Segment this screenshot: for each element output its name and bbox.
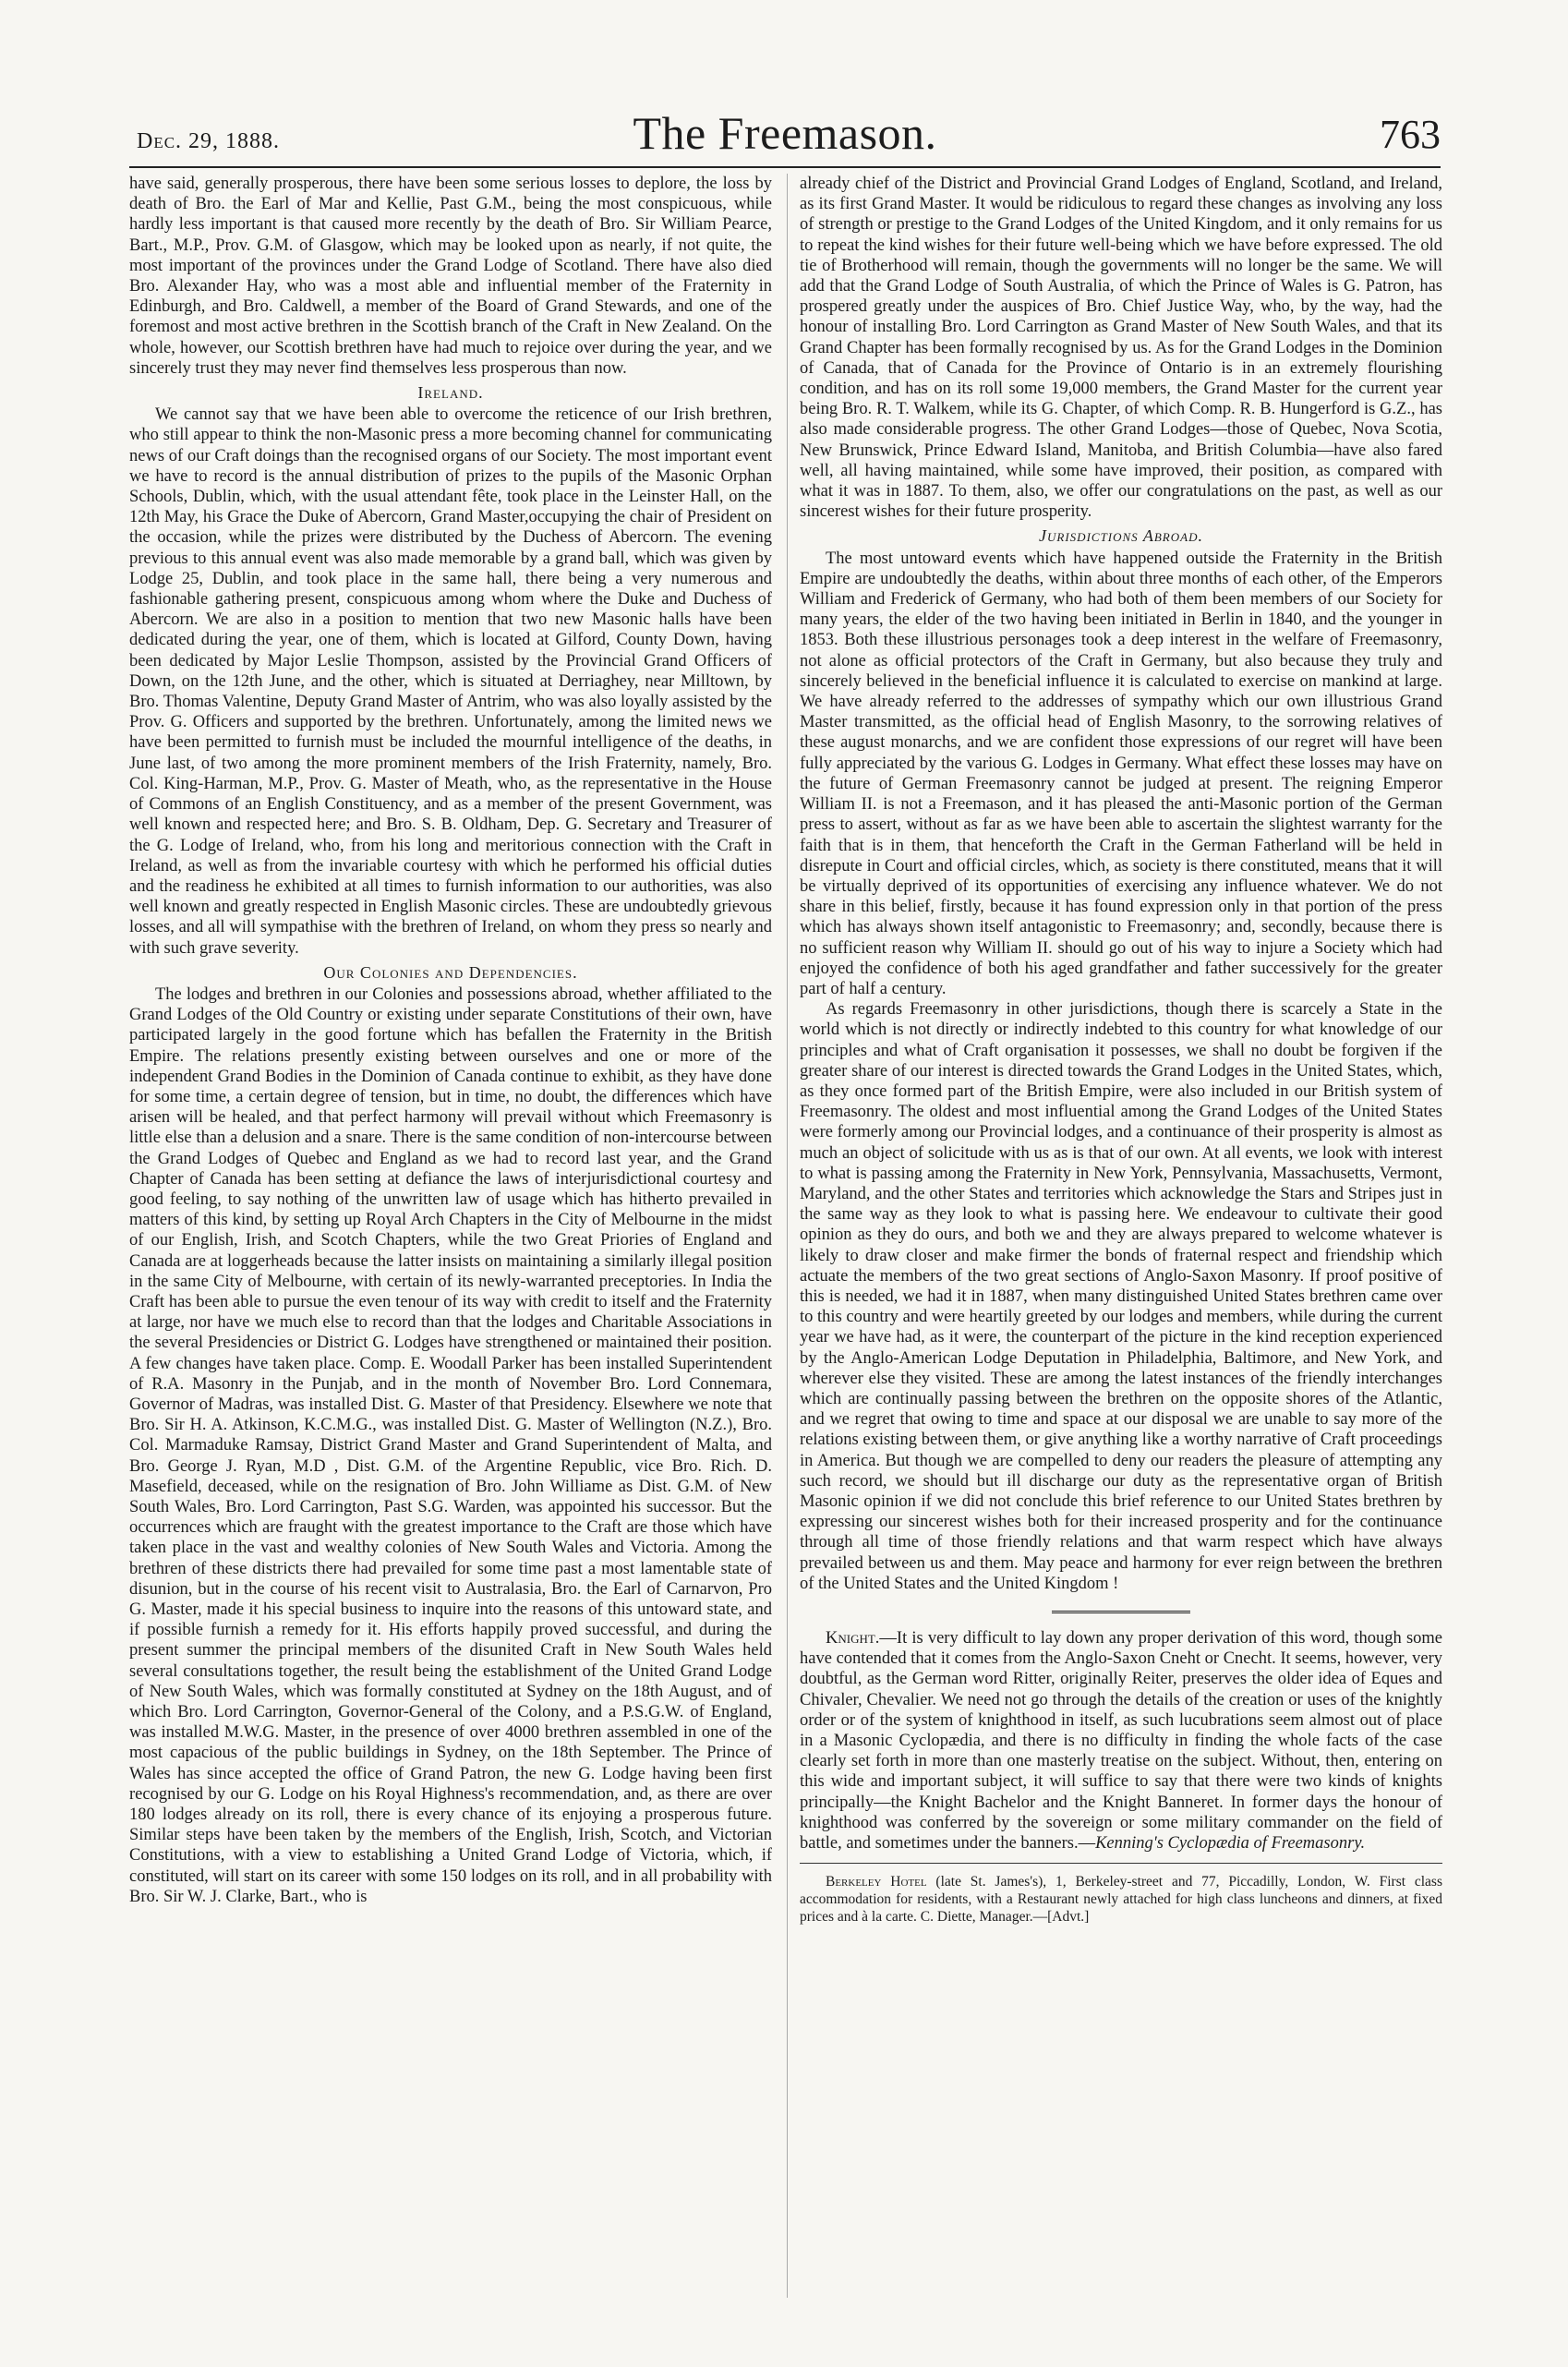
- right-column: [800, 174, 1442, 2298]
- issue-date: Dec. 29, 1888.: [137, 129, 281, 153]
- knight-source: Kenning's Cyclopædia of Freemasonry.: [1095, 1834, 1366, 1854]
- publication-title: The Freemason.: [633, 107, 937, 159]
- page-number: 763: [1380, 112, 1441, 157]
- knight-paragraph: [800, 1628, 1442, 1854]
- germany-paragraph: The most untoward events which have happened outside the Fraternity in the British Empire are undoubtedly the deaths, within about three months of each other, of the Emperors William and Frederick of Germany, who had both of them been members of our Society for many years, the elder of the two having been initiated in Berlin in 1840, and the younger in 1853. Both these illustrious personages took a deep interest in the welfare of Freemasonry, not alone as official protectors of the Craft in Germany, but also because they truly and sincerely believed in the beneficial influence it is calculated to exercise on mankind at large. We have already referred to the addresses of sympathy which our own illustrious Grand Master transmitted, as the official head of English Masonry, to the sorrowing relatives of these august monarchs, and we are confident those expressions of our regret will have been fully appreciated by the various G. Lodges in Germany. What effect these losses may have on the future of German Freemasonry cannot be judged at present. The reigning Emperor William II. is not a Freemason, and it has pleased the anti-Masonic portion of the German press to assert, without as far as we have been able to ascertain the slightest warranty for the faith that is in them, that henceforth the Craft in the German Fatherland will be held in disrepute in Court and official circles, which, as society is there constituted, means that it will be virtually deprived of its opportunities of exercising any influence whatever. We do not share in this belief, firstly, because it has found expression only in that portion of the press which has always shown itself antagonistic to Freemasonry; and, secondly, because there is no sufficient reason why William II. should go out of his way to injure a Society which had enjoyed the confidence of both his aged grandfather and father successively for the greater part of half a century.: [800, 549, 1442, 998]
- advert-divider: [800, 1863, 1442, 1864]
- masthead: [129, 106, 1441, 160]
- knight-text: —It is very difficult to lay down any proper derivation of this word, though some have contended that it comes from the Anglo-Saxon Cneht or Cnecht. It seems, however, very doubtful, as the German word Ritter, originally Reiter, preserves the older idea of Eques and Chivaler, Chevalier. We need not go through the details of the creation or uses of the knightly order or of the system of knighthood in itself, as such lucubrations seem almost out of place in a Masonic Cyclopædia, and there is no difficulty in finding the whole facts of the case clearly set forth in more than one masterly treatise on the subject. Without, then, entering on this wide and important subject, it will suffice to say that there were two kinds of knights principally—the Knight Bachelor and the Knight Banneret. In former days the honour of knighthood was conferred by the sovereign or some military commander on the field of battle, and sometimes under the banners.—: [800, 1629, 1442, 1854]
- knight-lead: Knight.: [826, 1629, 880, 1648]
- united-states-paragraph: As regards Freemasonry in other jurisdictions, though there is scarcely a State in the world which is not directly or indirectly indebted to this country for what knowledge of our principles and what of Craft organisation it possesses, we shall no doubt be forgiven if the greater share of our interest is directed towards the Grand Lodges in the United States, which, as they once formed part of the British Empire, were also included in our British system of Freemasonry. The oldest and most influential among the Grand Lodges of the United States were formerly among our Provincial lodges, and a continuance of their prosperity is almost as much an object of solicitude with us as is that of our own. At all events, we look with interest to what is passing among the Fraternity in New York, Pennsylvania, Massachusetts, Vermont, Maryland, and the other States and territories which acknowledge the Stars and Stripes just in the same way as they look to what is passing here. We endeavour to cultivate their good opinion as they do ours, and both we and they are always prepared to welcome whatever is likely to draw closer and make firmer the bonds of fraternal respect and friendship which actuate the members of the two great sections of Anglo-Saxon Masonry. If proof positive of this is needed, we had it in 1887, when many distinguished United States brethren came over to this country and were heartily greeted by our lodges and members, while during the current year we have had, as it were, the counterpart of the picture in the kind reception experienced by the Anglo-American Lodge Deputation in Philadelphia, Baltimore, and New York, and wherever else they visited. These are among the latest instances of the friendly interchanges which are continually passing between the brethren on the opposite shores of the Atlantic, and we regret that owing to time and space at our disposal we are unable to say more of the relations existing between them, or give anything like a worthy narrative of Craft proceedings in America. But though we are compelled to deny our readers the pleasure of attempting any such record, we should but ill discharge our duty as the representative organ of British Masonic opinion if we did not conclude this brief reference to our United States brethren by expressing our sincerest wishes both for their increased prosperity and for the continuance through all time of those friendly relations and that warm respect which have always prevailed between us and them. May peace and harmony for ever reign between the brethren of the United States and the United Kingdom !: [800, 1000, 1442, 1593]
- colonies-paragraph: The lodges and brethren in our Colonies and possessions abroad, whether affiliated to the Grand Lodges of the Old Country or existing under separate Constitutions of their own, have participated largely in the good fortune which has befallen the Fraternity in the British Empire. The relations presently existing between ourselves and one or more of the independent Grand Bodies in the Dominion of Canada continue to exhibit, as they have done for some time, a certain degree of tension, but in time, no doubt, the differences which have arisen will be healed, and that perfect harmony will prevail without which Freemasonry is little else than a delusion and a snare. There is the same condition of non-intercourse between the Grand Lodges of Quebec and England as we had to record last year, and the Grand Chapter of Canada has been setting at defiance the laws of interjurisdictional courtesy and good feeling, to say nothing of the unwritten law of usage which has hitherto prevailed in matters of this kind, by setting up Royal Arch Chapters in the City of Melbourne in the midst of our English, Irish, and Scotch Chapters, while the two Great Priories of England and Canada are at loggerheads because the latter insists on maintaining a similarly illegal position in the same City of Melbourne, with certain of its newly-warranted preceptories. In India the Craft has been able to pursue the even tenour of its way with credit to itself and the Fraternity at large, nor have we much else to record than that the lodges and Charitable Associations in the several Presidencies or District G. Lodges have strengthened or maintained their position. A few changes have taken place. Comp. E. Woodall Parker has been installed Superintendent of R.A. Masonry in the Punjab, and in the month of November Bro. Lord Connemara, Governor of Madras, was installed Dist. G. Master of that Presidency. Elsewhere we note that Bro. Sir H. A. Atkinson, K.C.M.G., was installed Dist. G. Master of Wellington (N.Z.), Bro. Col. Marmaduke Ramsay, District Grand Master and Grand Superintendent of Malta, and Bro. George J. Ryan, M.D , Dist. G.M. of the Argentine Republic, vice Bro. Rich. D. Masefield, deceased, while on the resignation of Bro. John Williame as Dist. G.M. of New South Wales, Bro. Lord Carrington, Past S.G. Warden, was appointed his successor. But the occurrences which are fraught with the greatest importance to the Craft are those which have taken place in the vast and wealthy colonies of New South Wales and Victoria. Among the brethren of these districts there had prevailed for some time past a most lamentable state of disunion, but in the course of his recent visit to Australasia, Bro. the Earl of Carnarvon, Pro G. Master, made it his special business to inquire into the reasons of this untoward state, and if possible furnish a remedy for it. His efforts happily proved successful, and during the present summer the principal members of the disunited Craft in New South Wales held several consultations together, the result being the establishment of the United Grand Lodge of New South Wales, which was formally constituted at Sydney on the 18th August, and of which Bro. Lord Carrington, Governor-General of the Colony, and a P.S.G.W. of England, was installed M.W.G. Master, in the presence of over 4000 brethren assembled in one of the most capacious of the public buildings in Sydney, on the 18th September. The Prince of Wales has since accepted the office of Grand Patron, the new G. Lodge having been first recognised by our G. Lodge on his Royal Highness's recommendation, and, as there are over 180 lodges already on its roll, there is every chance of its enjoying a prosperous future. Similar steps have been taken by the members of the English, Irish, Scotch, and Victorian Constitutions, with a view to establishing a United Grand Lodge of Victoria, which, if constituted, will start on its career with some 150 lodges on its roll, and in all probability with Bro. Sir W. J. Clarke, Bart., who is: [129, 984, 772, 1906]
- section-divider: [1052, 1611, 1190, 1617]
- masthead-rule: [129, 166, 1441, 168]
- heading-ireland: Ireland.: [417, 383, 484, 403]
- heading-jurisdictions: Jurisdictions Abroad.: [1039, 526, 1203, 546]
- advertisement: [800, 1873, 1442, 1926]
- advert-lead: Berkeley Hotel: [826, 1874, 927, 1890]
- colonies-continued-paragraph: already chief of the District and Provincial Grand Lodges of England, Scotland, and Ireland, as its first Grand Master. It would be ridiculous to regard these changes as involving any loss of strength or prestige to the Grand Lodges of the United Kingdom, and it only remains for us to repeat the kind wishes for their future well-being which we have before expressed. The old tie of Brotherhood will remain, though the governments will no longer be the same. We will add that the Grand Lodge of South Australia, of which the Prince of Wales is G. Patron, has prospered greatly under the auspices of Bro. Chief Justice Way, who, by the way, had the honour of installing Bro. Lord Carrington as Grand Master of New South Wales, and that its Grand Chapter has been formally recognised by us. As for the Grand Lodges in the Dominion of Canada, that of Canada for the Province of Ontario is in an extremely flourishing condition, and has on its roll some 19,000 members, the Grand Master for the current year being Bro. R. T. Walkem, while its G. Chapter, of which Comp. R. B. Hungerford is G.Z., has also made considerable progress. The other Grand Lodges—those of Quebec, Nova Scotia, New Brunswick, Prince Edward Island, Manitoba, and British Columbia—have also fared well, all having maintained, while some have improved, their position, as compared with what it was in 1887. To them, also, we offer our congratulations on the past, as well as our sincerest wishes for their future prosperity.: [800, 175, 1442, 522]
- heading-colonies: Our Colonies and Dependencies.: [323, 962, 578, 982]
- column-divider: [787, 174, 788, 2298]
- left-column: [129, 174, 772, 2298]
- scotland-paragraph: have said, generally prosperous, there have been some serious losses to deplore, the loss by death of Bro. the Earl of Mar and Kellie, Past G.M., being the most conspicuous, while hardly less important is that caused more recently by the death of Bro. Sir William Pearce, Bart., M.P., Prov. G.M. of Glasgow, which may be looked upon as nearly, if not quite, the most important of the provinces under the Grand Lodge of Scotland. There have also died Bro. Alexander Hay, who was a most able and influential member of the Fraternity in Edinburgh, and Bro. Caldwell, a member of the Board of Grand Stewards, and one of the foremost and most active brethren in the Scottish branch of the Craft in New Zealand. On the whole, however, our Scottish brethren have had much to rejoice over during the year, and we sincerely trust they may never find themselves less prosperous than now.: [129, 175, 772, 378]
- advert-text: (late St. James's), 1, Berkeley-street and 77, Piccadilly, London, W. First class accommodation for residents, with a Restaurant newly attached for high class luncheons and dinners, at fixed prices and à la carte. C. Diette, Manager.—[Advt.]: [800, 1874, 1442, 1926]
- ireland-paragraph: We cannot say that we have been able to overcome the reticence of our Irish brethren, who still appear to think the non-Masonic press a more becoming channel for communicating news of our Craft doings than the recognised organs of our Society. The most important event we have to record is the annual distribution of prizes to the pupils of the Masonic Orphan Schools, Dublin, which, with the usual attendant fête, took place in the Leinster Hall, on the 12th May, his Grace the Duke of Abercorn, Grand Master,occupying the chair of President on the occasion, while the prizes were distributed by the Duchess of Abercorn. The evening previous to this annual event was also made memorable by a grand ball, which was given by Lodge 25, Dublin, and took place in the same hall, there being a very numerous and fashionable gathering present, conspicuous among whom where the Duke and Duchess of Abercorn. We are also in a position to mention that two new Masonic halls have been dedicated during the year, one of them, which is located at Gilford, County Down, having been dedicated by Major Leslie Thompson, assisted by the Provincial Grand Officers of Down, on the 12th June, and the other, which is situated at Derriaghey, near Milltown, by Bro. Thomas Valentine, Deputy Grand Master of Antrim, who was also loyally assisted by the Prov. G. Officers and supported by the brethren. Unfortunately, among the limited news we have been permitted to furnish must be included the mournful intelligence of the deaths, in June last, of two among the more prominent members of the Irish Fraternity, namely, Bro. Col. King-Harman, M.P., Prov. G. Master of Meath, who, as the representative in the House of Commons of an English Constituency, and as a member of the present Government, was well known and respected here; and Bro. S. B. Oldham, Dep. G. Secretary and Treasurer of the G. Lodge of Ireland, who, from his long and meritorious connection with the Craft in Ireland, as well as from the invariable courtesy with which he performed his official duties and the readiness he exhibited at all times to furnish information to our authorities, was also well known and greatly respected in English Masonic circles. These are undoubtedly grievous losses, and all will sympathise with the brethren of Ireland, on whom they press so nearly and with such grave severity.: [129, 405, 772, 958]
